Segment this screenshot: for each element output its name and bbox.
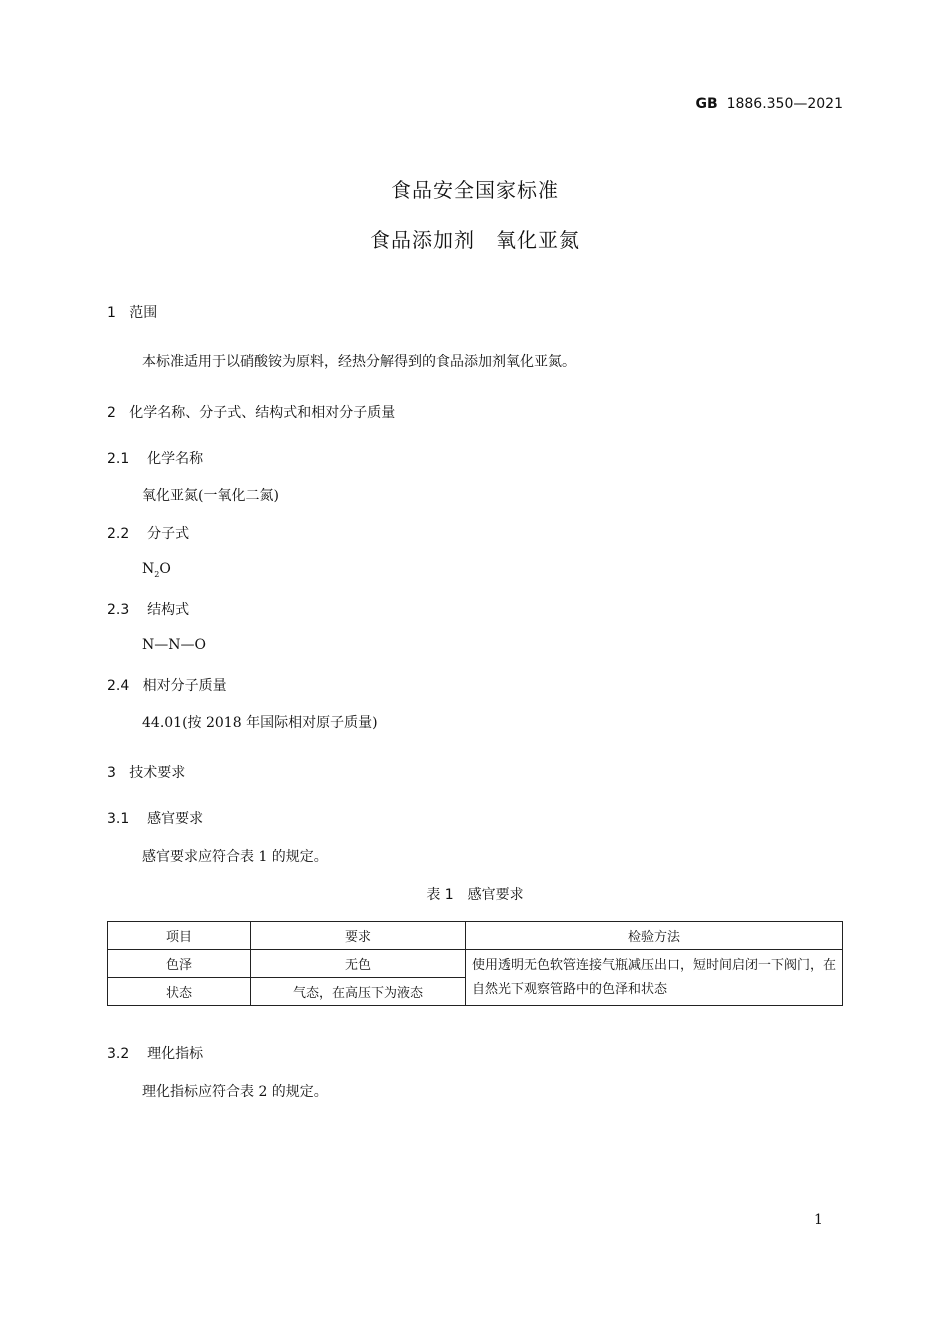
section-2-3-heading: 2.3 结构式 — [107, 602, 190, 618]
std-prefix: GB — [695, 96, 718, 112]
section-3-2-body: 理化指标应符合表 2 的规定。 — [142, 1084, 328, 1100]
table-row — [108, 950, 843, 978]
section-1-body: 本标准适用于以硝酸铵为原料，经热分解得到的食品添加剂氧化亚氮。 — [142, 354, 576, 370]
header-item: 项目 — [108, 922, 251, 950]
row-requirement: 气态，在高压下为液态 — [251, 978, 466, 1006]
section-2-heading: 2 化学名称、分子式、结构式和相对分子质量 — [107, 405, 396, 421]
table-1 — [107, 921, 843, 1006]
chemical-name: 氧化亚氮(一氧化二氮) — [142, 488, 279, 504]
section-3-1-heading: 3.1 感官要求 — [107, 811, 204, 827]
section-2-4-heading: 2.4 相对分子质量 — [107, 678, 227, 694]
header-requirement: 要求 — [251, 922, 466, 950]
table-header-row — [108, 922, 843, 950]
title-line-2: 食品添加剂 氧化亚氮 — [370, 228, 580, 252]
section-3-1-body: 感官要求应符合表 1 的规定。 — [142, 849, 328, 865]
row-item: 色泽 — [108, 950, 251, 978]
section-2-2-heading: 2.2 分子式 — [107, 526, 190, 542]
test-method: 使用透明无色软管连接气瓶减压出口，短时间启闭一下阀门，在自然光下观察管路中的色泽和状态 — [466, 950, 843, 1006]
molecular-formula: $N_2O$ — [142, 561, 171, 579]
structural-formula: N—N—O — [142, 637, 206, 653]
section-2-1-heading: 2.1 化学名称 — [107, 451, 204, 467]
header-method: 检验方法 — [466, 922, 843, 950]
row-item: 状态 — [108, 978, 251, 1006]
std-number: 1886.350—2021 — [726, 96, 843, 112]
page-number: 1 — [814, 1212, 823, 1228]
molecular-mass: 44.01(按 2018 年国际相对原子质量) — [142, 715, 378, 731]
row-requirement: 无色 — [251, 950, 466, 978]
title-line-1: 食品安全国家标准 — [391, 178, 559, 202]
standard-number — [695, 96, 843, 112]
table-1-caption: 表 1 感官要求 — [426, 887, 524, 903]
section-3-heading: 3 技术要求 — [107, 765, 186, 781]
section-3-2-heading: 3.2 理化指标 — [107, 1046, 204, 1062]
section-1-heading: 1 范围 — [107, 305, 158, 321]
